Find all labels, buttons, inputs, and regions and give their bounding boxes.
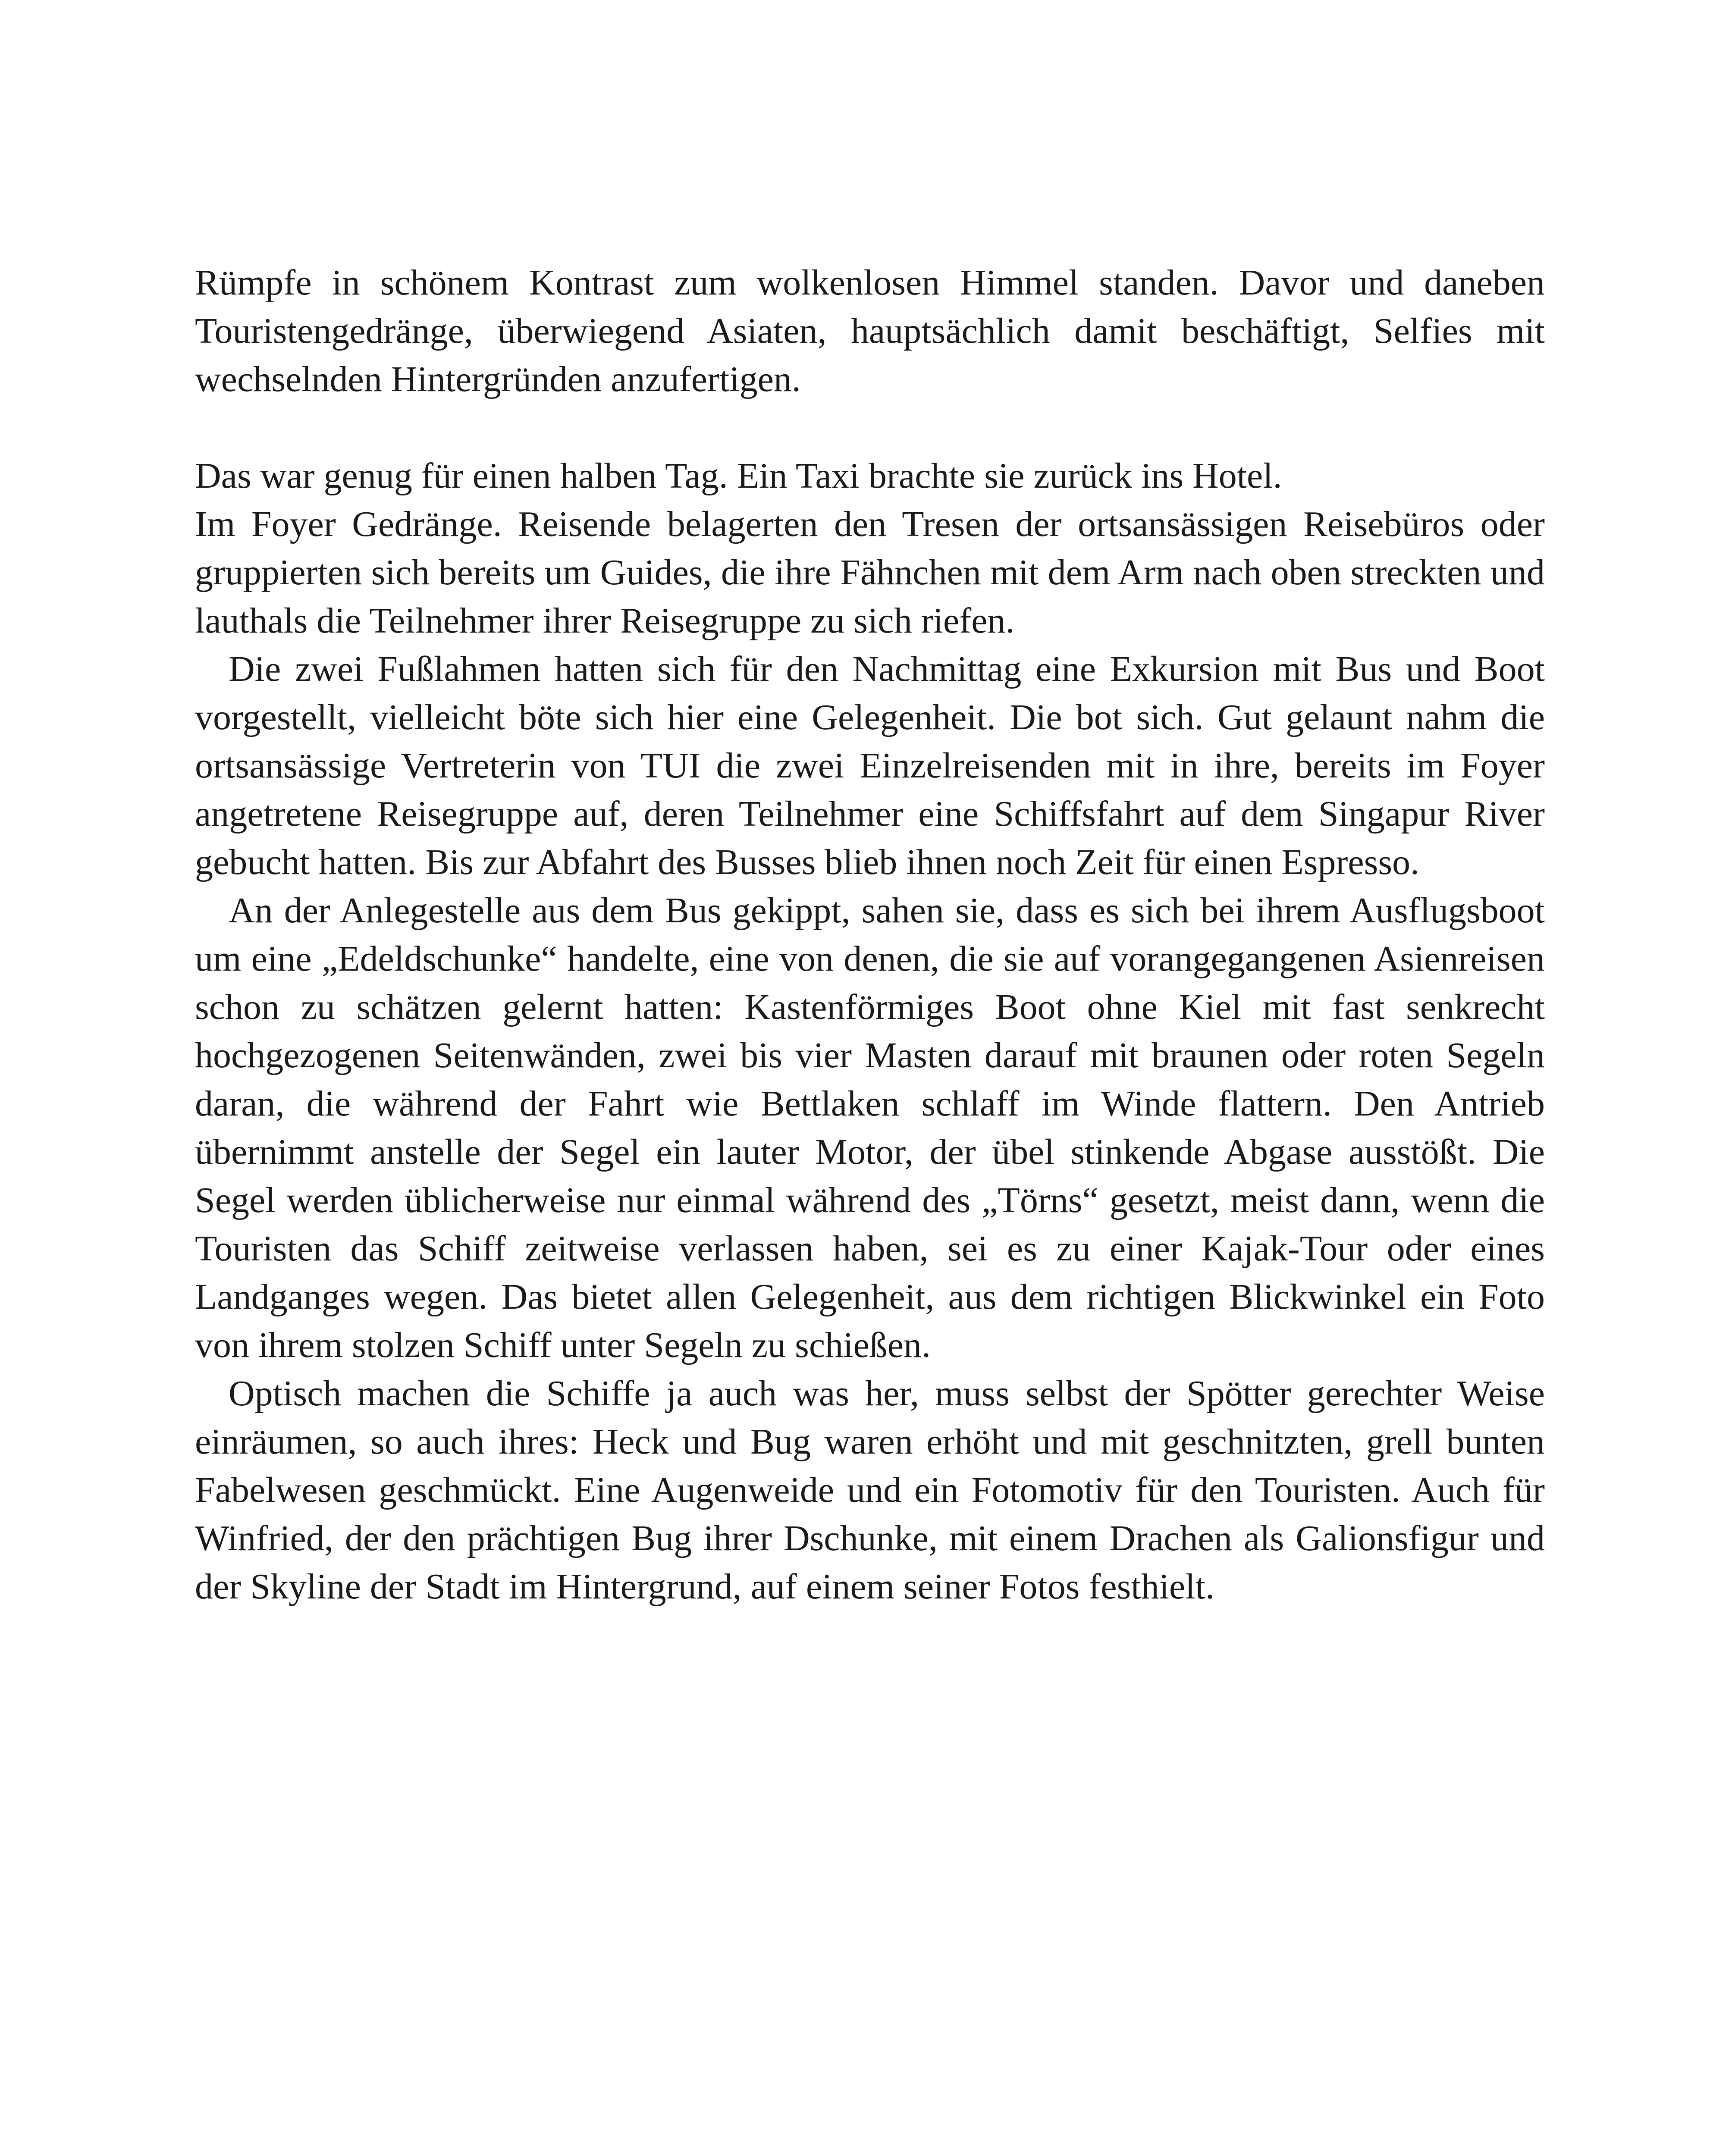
paragraph-3: Im Foyer Gedränge. Reisende belagerten den Tresen der ortsansässigen Reisebüros oder gruppierten sich bereits um Guides, die ihre Fähnchen mit dem Arm nach oben streckten und lauthals die Teilnehmer ihrer Reisegruppe zu sich riefen.	[195, 504, 1545, 641]
paragraph-2: Das war genug für einen halben Tag. Ein Taxi brachte sie zurück ins Hotel.	[195, 456, 1282, 496]
paragraph-4: Die zwei Fußlahmen hatten sich für den Nachmittag eine Exkursion mit Bus und Boot vorgestellt, vielleicht böte sich hier eine Gelegenheit. Die bot sich. Gut gelaunt nahm die ortsansässige Vertreterin von TUI die zwei Einzelreisenden mit in ihre, bereits im Foyer angetretene Reisegruppe auf, deren Teilnehmer eine Schiffsfahrt auf dem Singapur River gebucht hatten. Bis zur Abfahrt des Busses blieb ihnen noch Zeit für einen Espresso.	[195, 649, 1545, 882]
paragraph-1: Rümpfe in schönem Kontrast zum wolkenlosen Himmel standen. Davor und daneben Touristengedränge, überwiegend Asiaten, hauptsächlich damit beschäftigt, Selfies mit wechselnden Hintergründen anzufertigen.	[195, 263, 1545, 399]
paragraph-5: An der Anlegestelle aus dem Bus gekippt, sahen sie, dass es sich bei ihrem Ausflugsboot um eine „Edeldschunke“ handelte, eine von denen, die sie auf vorangegangenen Asienreisen schon zu schätzen gelernt hatten: Kastenförmiges Boot ohne Kiel mit fast senkrecht hochgezogenen Seitenwänden, zwei bis vier Masten darauf mit braunen oder roten Segeln daran, die während der Fahrt wie Bettlaken schlaff im Winde flattern. Den Antrieb übernimmt anstelle der Segel ein lauter Motor, der übel stinkende Abgase ausstößt. Die Segel werden üblicherweise nur einmal während des „Törns“ gesetzt, meist dann, wenn die Touristen das Schiff zeitweise verlassen haben, sei es zu einer Kajak-Tour oder eines Landganges wegen. Das bietet allen Gelegenheit, aus dem richtigen Blickwinkel ein Foto von ihrem stolzen Schiff unter Segeln zu schießen.	[195, 890, 1545, 1365]
body-text	[195, 259, 1545, 1611]
paragraph-6: Optisch machen die Schiffe ja auch was her, muss selbst der Spötter gerechter Weise einräumen, so auch ihres: Heck und Bug waren erhöht und mit geschnitzten, grell bunten Fabelwesen geschmückt. Eine Augenweide und ein Fotomotiv für den Touristen. Auch für Winfried, der den prächtigen Bug ihrer Dschunke, mit einem Drachen als Galionsfigur und der Skyline der Stadt im Hintergrund, auf einem seiner Fotos festhielt.	[195, 1373, 1545, 1607]
